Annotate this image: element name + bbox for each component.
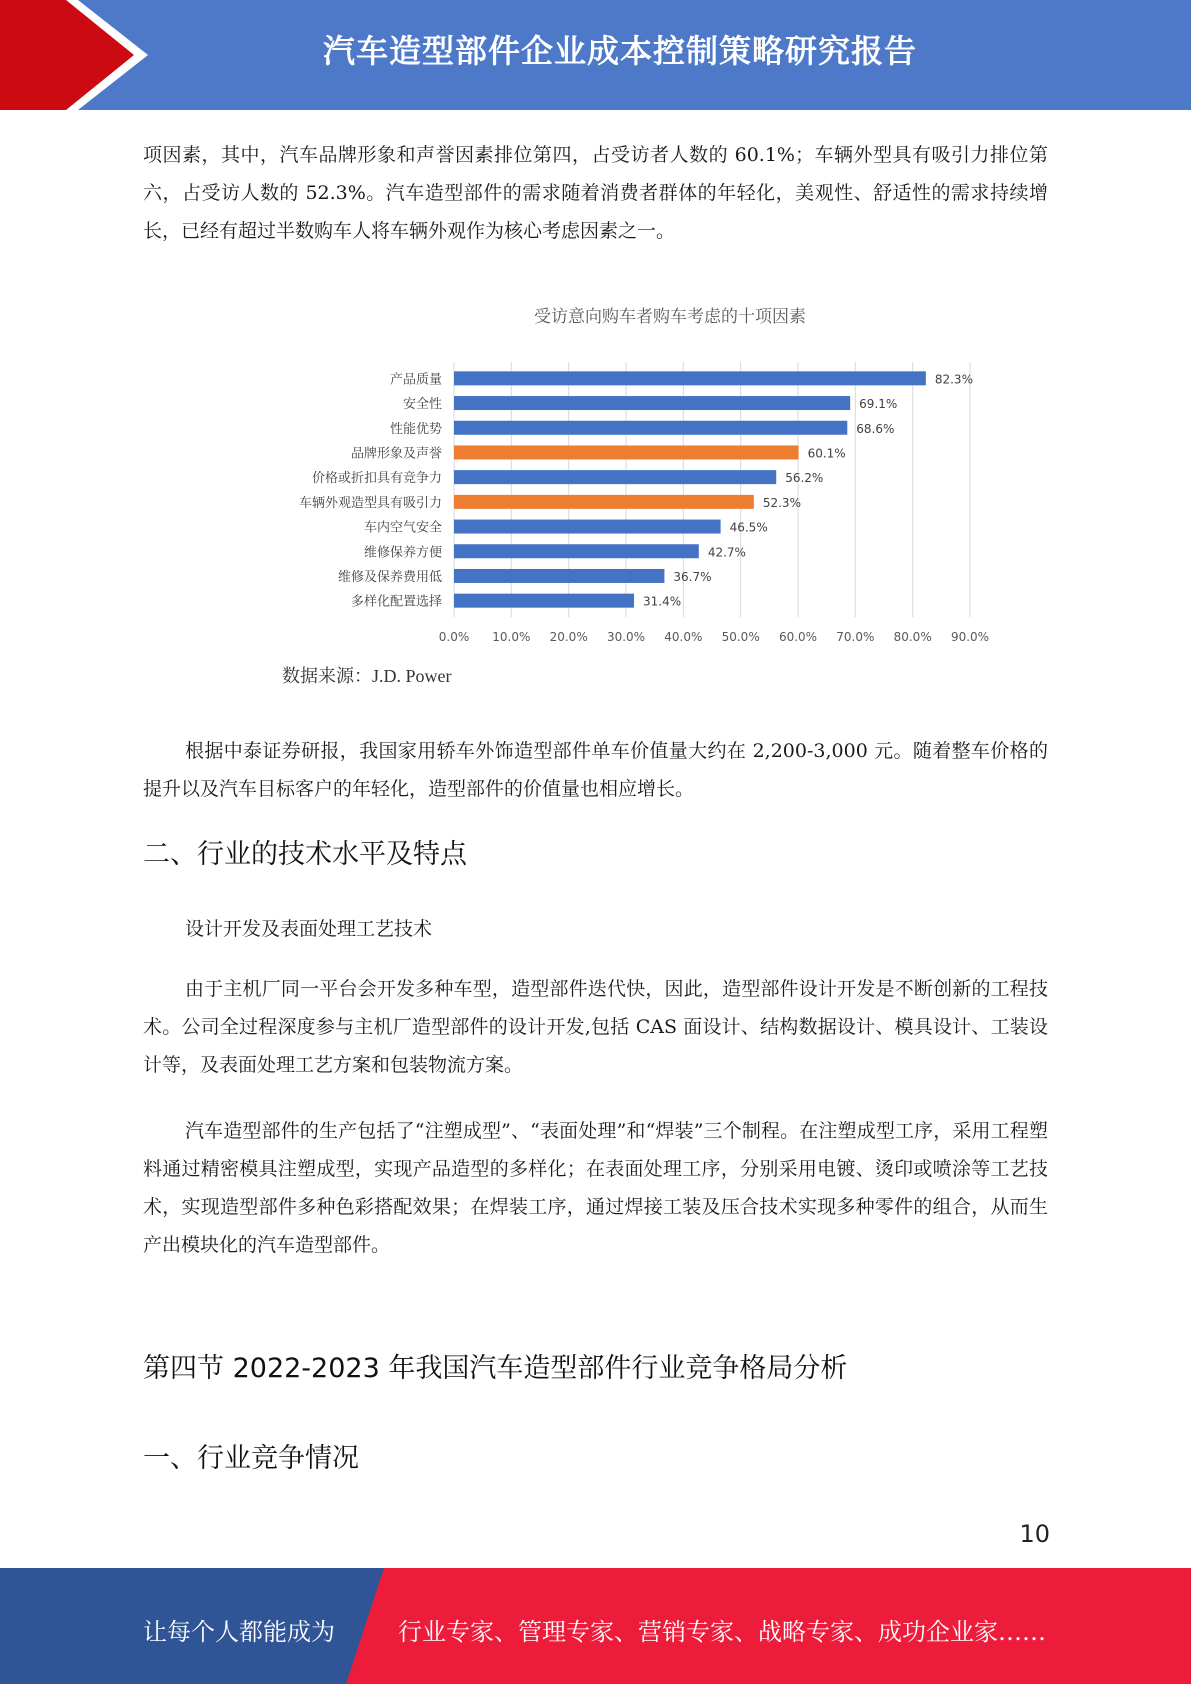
x-tick-label: 50.0% bbox=[721, 630, 760, 644]
value-label: 56.2% bbox=[785, 471, 824, 486]
x-tick-label: 60.0% bbox=[778, 630, 818, 644]
value-label: 82.3% bbox=[934, 372, 973, 387]
chart-title: 受访意向购车者购车考虑的十项因素 bbox=[534, 307, 806, 327]
paragraph-value: 根据中泰证券研报，我国家用轿车外饰造型部件单车价值量大约在 2,200-3,000 元。随着整车价格的提升以及汽车目标客户的年轻化，造型部件的价值量也相应增长。 bbox=[143, 740, 1048, 800]
document-title: 汽车造型部件企业成本控制策略研究报告 bbox=[322, 32, 917, 70]
x-tick-label: 20.0% bbox=[549, 630, 588, 644]
category-label: 价格或折扣具有竞争力 bbox=[311, 471, 442, 487]
category-label: 品牌形象及声誉 bbox=[350, 446, 442, 462]
heading-section-four: 第四节 2022-2023 年我国汽车造型部件行业竞争格局分析 bbox=[143, 1353, 848, 1384]
chart-category-labels bbox=[299, 371, 442, 609]
x-tick-label: 0.0% bbox=[438, 630, 470, 644]
page-number: 10 bbox=[1019, 1520, 1050, 1548]
chart-x-tick-labels bbox=[439, 630, 989, 644]
category-label: 车辆外观造型具有吸引力 bbox=[298, 495, 442, 511]
x-tick-label: 90.0% bbox=[950, 630, 990, 644]
value-label: 46.5% bbox=[729, 520, 768, 535]
heading-tech-level: 二、行业的技术水平及特点 bbox=[143, 839, 467, 870]
bar-6 bbox=[454, 495, 754, 509]
x-tick-label: 80.0% bbox=[893, 630, 932, 644]
value-label: 52.3% bbox=[762, 495, 801, 510]
bar-7 bbox=[454, 520, 721, 534]
data-source-note: 数据来源：J.D. Power bbox=[282, 666, 452, 686]
bar-8 bbox=[454, 544, 699, 558]
value-label: 31.4% bbox=[643, 594, 682, 609]
category-label: 维修及保养费用低 bbox=[337, 569, 442, 585]
bar-5 bbox=[454, 470, 776, 484]
bar-9 bbox=[454, 569, 664, 583]
bar-1 bbox=[454, 371, 926, 385]
bar-3 bbox=[454, 421, 847, 435]
x-tick-label: 40.0% bbox=[664, 630, 703, 644]
bar-4 bbox=[454, 445, 799, 459]
subheading-design-tech: 设计开发及表面处理工艺技术 bbox=[185, 918, 433, 940]
bar-chart bbox=[0, 0, 1191, 700]
value-label: 36.7% bbox=[673, 569, 712, 584]
paragraph-production-process: 汽车造型部件的生产包括了“注塑成型”、“表面处理”和“焊装”三个制程。在注塑成型工序，采用工程塑料通过精密模具注塑成型，实现产品造型的多样化；在表面处理工序，分别采用电镀、烫印或喷涂等工艺技术，实现造型部件多种色彩搭配效果；在焊装工序，通过焊接工装及压合技术实现多种零件的组合，从而生产出模块化的汽车造型部件。 bbox=[143, 1120, 1048, 1256]
footer-banner bbox=[0, 1568, 1191, 1684]
category-label: 多样化配置选择 bbox=[350, 594, 442, 610]
x-tick-label: 30.0% bbox=[606, 630, 646, 644]
category-label: 维修保养方便 bbox=[363, 545, 442, 561]
footer-slogan-right: 行业专家、管理专家、营销专家、战略专家、成功企业家…… bbox=[398, 1618, 1046, 1646]
category-label: 产品质量 bbox=[389, 372, 442, 388]
bar-2 bbox=[454, 396, 850, 410]
value-label: 42.7% bbox=[707, 545, 746, 560]
footer-slogan-left: 让每个人都能成为 bbox=[143, 1618, 335, 1646]
paragraph-design-development: 由于主机厂同一平台会开发多种车型，造型部件迭代快，因此，造型部件设计开发是不断创新的工程技术。公司全过程深度参与主机厂造型部件的设计开发,包括 CAS 面设计、结构数据设计、模具设计、工装设计等，及表面处理工艺方案和包装物流方案。 bbox=[143, 978, 1048, 1076]
heading-competition: 一、行业竞争情况 bbox=[143, 1443, 359, 1474]
x-tick-label: 70.0% bbox=[836, 630, 875, 644]
category-label: 性能优势 bbox=[389, 421, 442, 437]
category-label: 安全性 bbox=[402, 397, 442, 413]
value-label: 69.1% bbox=[859, 397, 898, 412]
paragraph-intro: 项因素，其中，汽车品牌形象和声誉因素排位第四，占受访者人数的 60.1%；车辆外型具有吸引力排位第六，占受访人数的 52.3%。汽车造型部件的需求随着消费者群体的年轻化，美观性、舒适性的需求持续增长，已经有超过半数购车人将车辆外观作为核心考虑因素之一。 bbox=[143, 144, 1048, 242]
value-label: 68.6% bbox=[856, 421, 895, 436]
category-label: 车内空气安全 bbox=[363, 520, 442, 536]
value-label: 60.1% bbox=[807, 446, 846, 461]
bar-10 bbox=[454, 594, 634, 608]
x-tick-label: 10.0% bbox=[492, 630, 531, 644]
